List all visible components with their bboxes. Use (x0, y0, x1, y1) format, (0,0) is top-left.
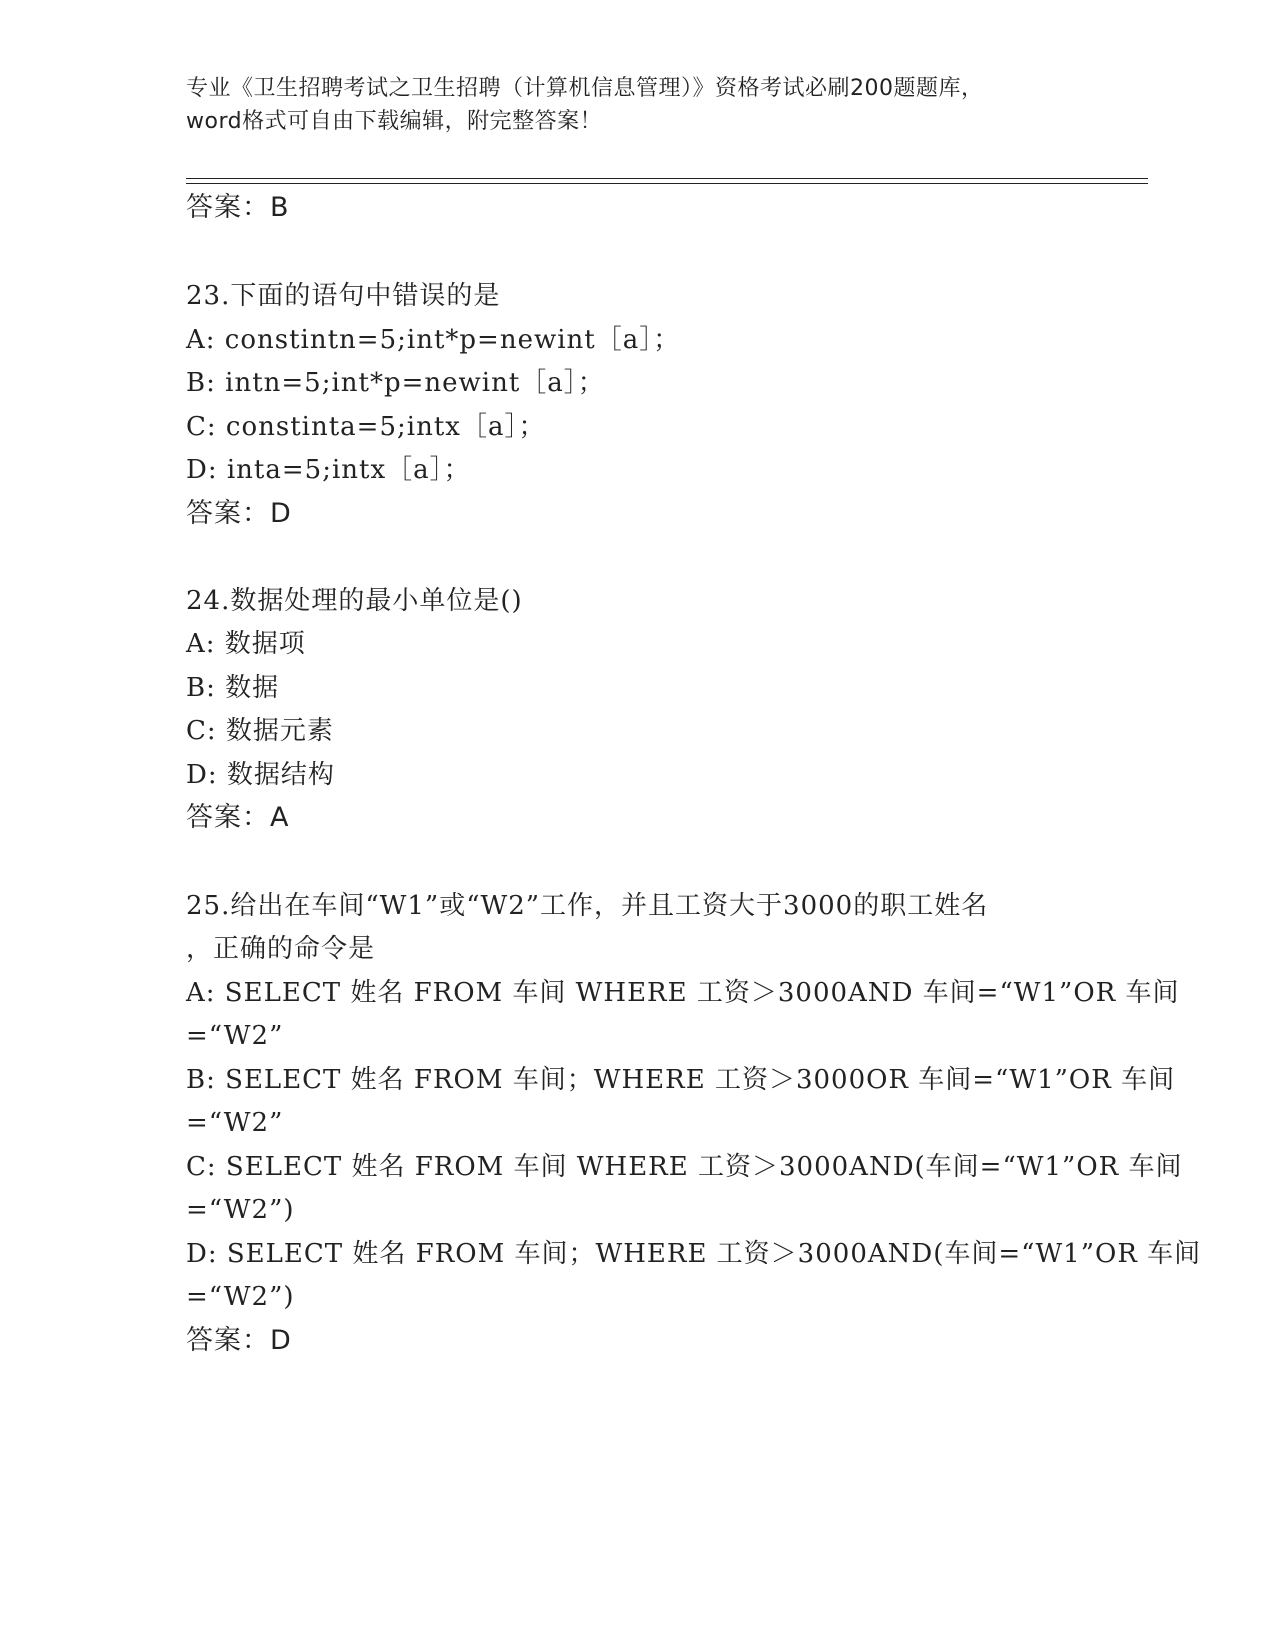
question-23-option-a: A: constintn=5;int*p=newint［a］； (186, 325, 681, 355)
question-25-stem-line-2: ，正确的命令是 (186, 934, 376, 964)
document-header (186, 72, 1086, 138)
question-25-option-c: C: SELECT 姓名 FROM 车间 WHERE 工资＞3000AND(车间=“W1”OR 车间 (186, 1152, 1183, 1182)
question-23-stem: 23.下面的语句中错误的是 (186, 281, 501, 311)
question-24-stem: 24.数据处理的最小单位是() (186, 586, 523, 616)
question-24-answer: 答案：A (186, 802, 290, 833)
question-25-option-a-cont: =“W2” (186, 1021, 284, 1051)
question-24-option-c: C: 数据元素 (186, 716, 334, 746)
question-25-option-d-cont: =“W2”) (186, 1282, 295, 1312)
header-line-2: word格式可自由下载编辑，附完整答案！ (186, 109, 603, 134)
question-25-option-a: A: SELECT 姓名 FROM 车间 WHERE 工资＞3000AND 车间=“W1”OR 车间 (186, 978, 1180, 1008)
question-25-answer: 答案：D (186, 1325, 292, 1356)
question-24-option-a: A: 数据项 (186, 629, 306, 659)
question-23-option-c: C: constinta=5;intx［a］； (186, 412, 546, 442)
answer-q22: 答案：B (186, 192, 290, 223)
header-divider-top (186, 178, 1148, 179)
header-divider-bottom (186, 183, 1148, 184)
question-25-stem-line-1: 25.给出在车间“W1”或“W2”工作，并且工资大于3000的职工姓名 (186, 891, 989, 921)
question-25-option-b-cont: =“W2” (186, 1108, 284, 1138)
header-line-1: 专业《卫生招聘考试之卫生招聘（计算机信息管理）》资格考试必刷200题题库， (186, 76, 984, 101)
question-23-answer: 答案：D (186, 498, 292, 529)
question-25-option-b: B: SELECT 姓名 FROM 车间；WHERE 工资＞3000OR 车间=“W1”OR 车间 (186, 1065, 1176, 1095)
question-25-option-c-cont: =“W2”) (186, 1195, 295, 1225)
question-24-option-b: B: 数据 (186, 673, 280, 703)
question-25-option-d: D: SELECT 姓名 FROM 车间；WHERE 工资＞3000AND(车间=“W1”OR 车间 (186, 1239, 1202, 1269)
question-23-option-d: D: inta=5;intx［a］； (186, 455, 471, 485)
question-23-option-b: B: intn=5;int*p=newint［a］； (186, 368, 605, 398)
question-24-option-d: D: 数据结构 (186, 760, 335, 790)
